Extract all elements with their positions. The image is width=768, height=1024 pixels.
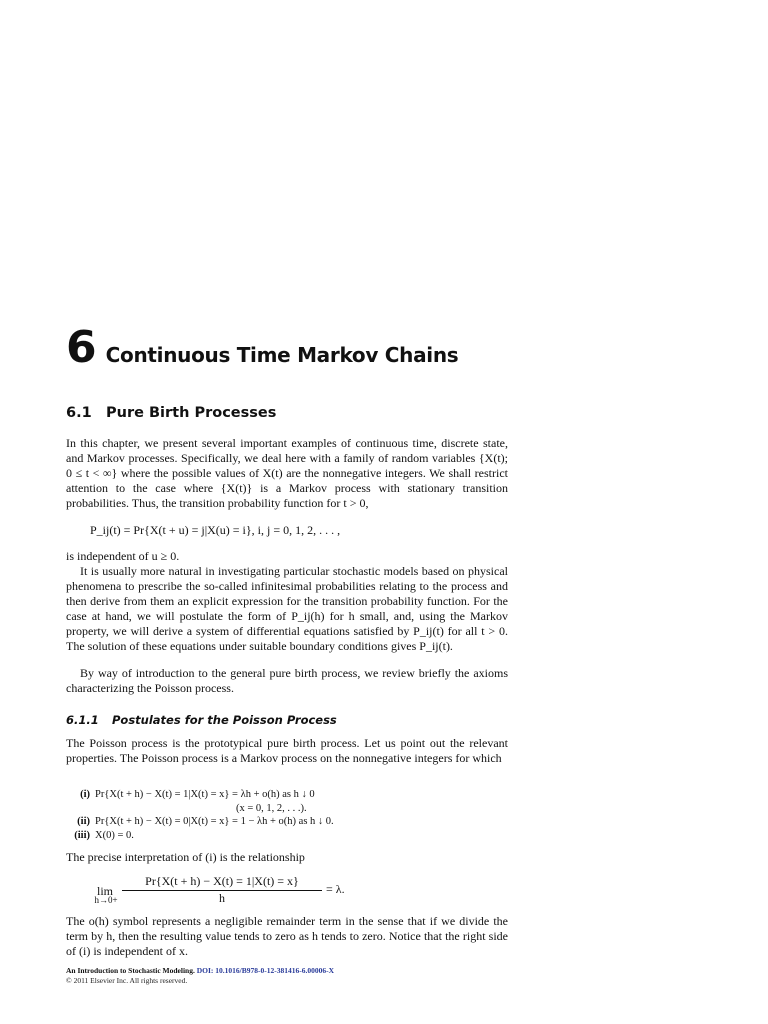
fraction-numerator: Pr{X(t + h) − X(t) = 1|X(t) = x} — [145, 874, 299, 888]
postulate-continuation: (x = 0, 1, 2, . . .). — [236, 802, 307, 814]
doi-link[interactable]: DOI: 10.1016/B978-0-12-381416-6.00006-X — [196, 966, 335, 975]
paragraph-interpretation: The precise interpretation of (i) is the relationship — [66, 850, 305, 864]
paragraph-introduction-poisson: By way of introduction to the general pure birth process, we review briefly the axioms characterizing the Poisson process. — [66, 666, 508, 695]
chapter-title: Continuous Time Markov Chains — [105, 343, 459, 367]
paragraph-little-o: The o(h) symbol represents a negligible remainder term in the sense that if we divide the term by h, then the resulting value tends to zero as h tends to zero. Notice that the right side of (i) is independent of x. — [66, 914, 508, 958]
postulate-item: (ii) Pr{X(t + h) − X(t) = 0|X(t) = x} = 1 − λh + o(h) as h ↓ 0. — [77, 816, 334, 827]
fraction-denominator: h — [219, 891, 225, 905]
chapter-heading — [66, 322, 586, 373]
limit-operator: lim — [96, 884, 113, 898]
limit-value: = λ. — [326, 882, 345, 896]
book-title: An Introduction to Stochastic Modeling. — [66, 966, 195, 975]
section-heading — [66, 405, 276, 421]
postulate-item: (iii) X(0) = 0. — [74, 829, 134, 841]
page-footer — [66, 966, 334, 986]
section-number: 6.1 — [66, 405, 92, 421]
postulate-item: (i) Pr{X(t + h) − X(t) = 1|X(t) = x} = λh + o(h) as h ↓ 0 — [80, 789, 315, 800]
postulate-list — [66, 788, 466, 842]
paragraph-infinitesimal: It is usually more natural in investigating particular stochastic models based on physical phenomena to prescribe the so-called infinitesimal probabilities relating to the process and then derive from them an explicit expression for the transition probability function. For the case at hand, we will postulate the form of P_ij(h) for h small, and, using the Markov property, we will derive a system of differential equations satisfied by P_ij(t) for all t > 0. The solution of these equations under suitable boundary conditions gives P_ij(t). — [66, 564, 508, 653]
paragraph-intro: In this chapter, we present several important examples of continuous time, discrete state, and Markov processes. Specifically, we deal here with a family of random variables {X(t); 0 ≤ t < ∞} where the possible values of X(t) are the nonnegative integers. We shall restrict attention to the case where {X(t)} is a Markov process with stationary transition probabilities. Thus, the transition probability function for t > 0, — [66, 436, 508, 510]
subsection-number: 6.1.1 — [66, 713, 99, 727]
limit-subscript: h→0+ — [94, 895, 118, 905]
paragraph-independence: is independent of u ≥ 0. — [66, 549, 180, 563]
subsection-heading — [66, 713, 337, 727]
section-title: Pure Birth Processes — [106, 405, 277, 421]
copyright-notice: © 2011 Elsevier Inc. All rights reserved. — [66, 976, 188, 985]
subsection-title: Postulates for the Poisson Process — [112, 713, 337, 727]
transition-probability-equation: P_ij(t) = Pr{X(t + u) = j|X(u) = i}, i, j = 0, 1, 2, . . . , — [90, 523, 341, 537]
paragraph-poisson-definition: The Poisson process is the prototypical pure birth process. Let us point out the relevant properties. The Poisson process is a Markov process on the nonnegative integers for which — [66, 736, 508, 765]
chapter-number: 6 — [66, 322, 96, 373]
